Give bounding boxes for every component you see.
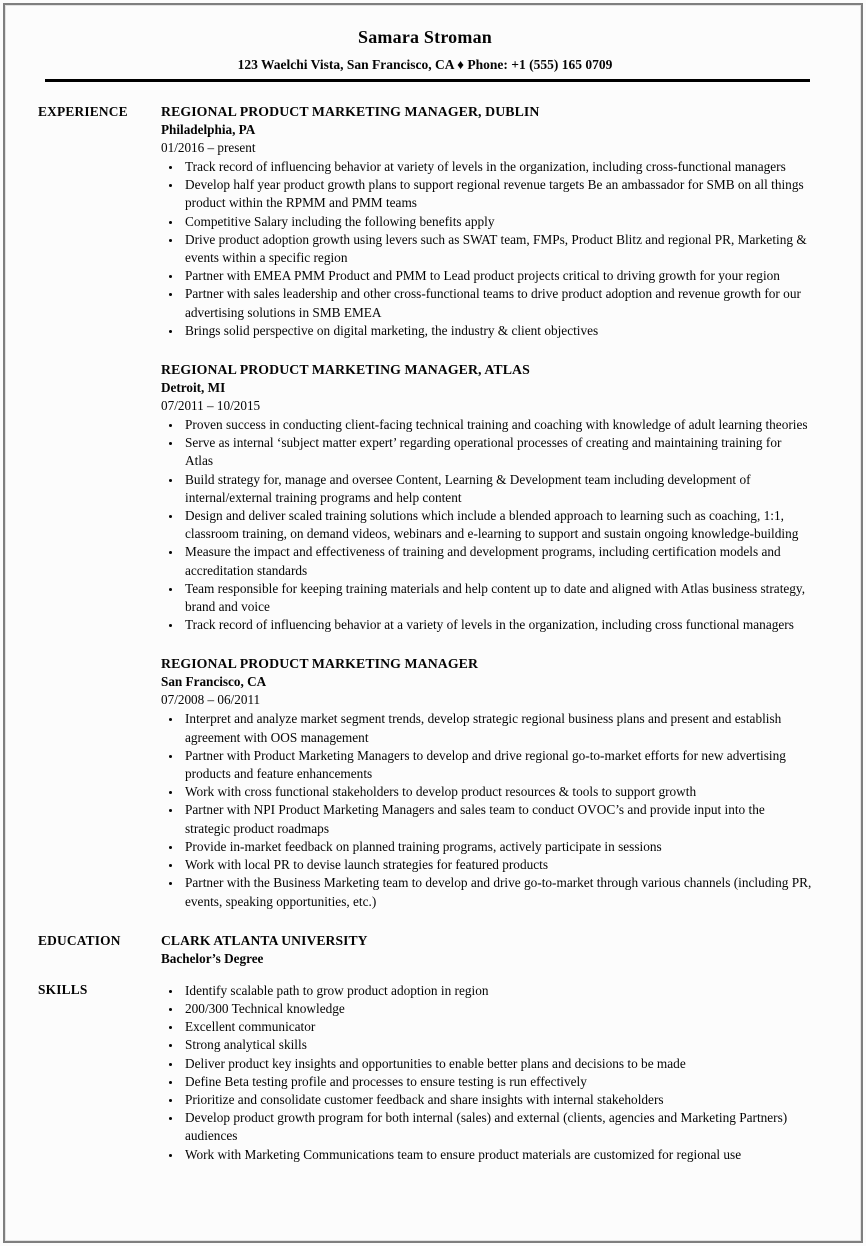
job-title: REGIONAL PRODUCT MARKETING MANAGER, ATLAS	[161, 362, 530, 378]
job-dates: 07/2011 – 10/2015	[161, 398, 261, 414]
skill-item: • 200/300 Technical knowledge	[182, 1000, 812, 1018]
experience-job	[161, 102, 812, 340]
bullet-item: • Serve as internal ‘subject matter expert’ regarding operational processes of creating and maintaining training for Atlas	[182, 434, 812, 470]
bullet-item: • Measure the impact and effectiveness of training and development programs, including certification models and accreditation standards	[182, 543, 812, 579]
bullet-item: • Interpret and analyze market segment trends, develop strategic regional business plans and present and establish agreement with OOS management	[182, 710, 812, 746]
job-title: REGIONAL PRODUCT MARKETING MANAGER, DUBLIN	[161, 104, 540, 119]
bullet-item: • Proven success in conducting client-facing technical training and coaching with knowledge of adult learning theories	[182, 416, 812, 434]
degree: Bachelor’s Degree	[161, 950, 264, 966]
skill-item: • Prioritize and consolidate customer feedback and share insights with internal stakeholders	[182, 1091, 812, 1109]
job-bullet-list	[161, 158, 812, 340]
bullet-item: • Partner with Product Marketing Managers to develop and drive regional go-to-market efforts for new advertising products and feature enhancements	[182, 747, 812, 783]
bullet-item: • Team responsible for keeping training materials and help content up to date and aligned with Atlas business strategy, brand and voice	[182, 580, 812, 616]
bullet-item: • Provide in-market feedback on planned training programs, actively participate in sessions	[182, 838, 812, 856]
bullet-item: • Partner with NPI Product Marketing Managers and sales team to conduct OVOC’s and provide input into the strategic product roadmaps	[182, 801, 812, 837]
skills-body	[161, 980, 812, 1164]
header-rule	[45, 79, 810, 82]
bullet-item: • Design and deliver scaled training solutions which include a blended approach to learning such as coaching, 1:1, classroom training, on demand videos, webinars and e-learning to support and sustain ongoing knowledge-building	[182, 507, 812, 543]
school-name: CLARK ATLANTA UNIVERSITY	[161, 932, 368, 948]
bullet-item: • Build strategy for, manage and oversee Content, Learning & Development team including development of internal/external training programs and help content	[182, 471, 812, 507]
section-education	[38, 931, 812, 968]
experience-job	[161, 360, 812, 634]
skill-item: • Define Beta testing profile and processes to ensure testing is run effectively	[182, 1073, 812, 1091]
bullet-item: • Track record of influencing behavior at variety of levels in the organization, including cross-functional managers	[182, 158, 812, 176]
job-title: REGIONAL PRODUCT MARKETING MANAGER	[161, 656, 479, 672]
bullet-item: • Partner with EMEA PMM Product and PMM to Lead product projects critical to driving growth for your region	[182, 267, 812, 285]
education-body	[161, 931, 812, 968]
bullet-item: • Work with cross functional stakeholders to develop product resources & tools to support growth	[182, 783, 812, 801]
section-experience	[38, 102, 812, 911]
skill-item: • Deliver product key insights and opportunities to enable better plans and decisions to be made	[182, 1055, 812, 1073]
bullet-item: • Drive product adoption growth using levers such as SWAT team, FMPs, Product Blitz and regional PR, Marketing & events within a specific region	[182, 231, 812, 267]
skill-item: • Develop product growth program for both internal (sales) and external (clients, agencies and Marketing Partners) audiences	[182, 1109, 812, 1145]
bullet-item: • Partner with the Business Marketing team to develop and drive go-to-market through various channels (including PR, events, speaking opportunities, etc.)	[182, 874, 812, 910]
section-label-skills: SKILLS	[38, 981, 88, 997]
section-label-experience: EXPERIENCE	[38, 104, 128, 119]
job-location: Philadelphia, PA	[161, 122, 256, 137]
bullet-item: • Track record of influencing behavior at a variety of levels in the organization, including cross functional managers	[182, 616, 812, 634]
job-bullet-list	[161, 416, 812, 634]
skill-item: • Identify scalable path to grow product adoption in region	[182, 982, 812, 1000]
section-skills	[38, 980, 812, 1164]
resume-header	[38, 26, 812, 73]
experience-job	[161, 654, 812, 910]
skills-list	[161, 982, 812, 1164]
bullet-item: • Brings solid perspective on digital marketing, the industry & client objectives	[182, 322, 812, 340]
bullet-item: • Develop half year product growth plans to support regional revenue targets Be an ambassador for SMB on all things product within the RPMM and PMM teams	[182, 176, 812, 212]
job-dates: 07/2008 – 06/2011	[161, 692, 261, 708]
person-name: Samara Stroman	[358, 27, 492, 47]
contact-line: 123 Waelchi Vista, San Francisco, CA ♦ Phone: +1 (555) 165 0709	[237, 57, 613, 72]
bullet-item: • Partner with sales leadership and other cross-functional teams to drive product adoption and revenue growth for our advertising solutions in SMB EMEA	[182, 285, 812, 321]
skill-item: • Work with Marketing Communications team to ensure product materials are customized for regional use	[182, 1146, 812, 1164]
section-label-education: EDUCATION	[38, 932, 121, 948]
job-dates: 01/2016 – present	[161, 140, 256, 155]
experience-jobs	[161, 102, 812, 911]
job-location: San Francisco, CA	[161, 674, 267, 690]
job-location: Detroit, MI	[161, 380, 226, 396]
skill-item: • Strong analytical skills	[182, 1036, 812, 1054]
job-bullet-list	[161, 710, 812, 910]
bullet-item: • Competitive Salary including the following benefits apply	[182, 213, 812, 231]
skill-item: • Excellent communicator	[182, 1018, 812, 1036]
bullet-item: • Work with local PR to devise launch strategies for featured products	[182, 856, 812, 874]
